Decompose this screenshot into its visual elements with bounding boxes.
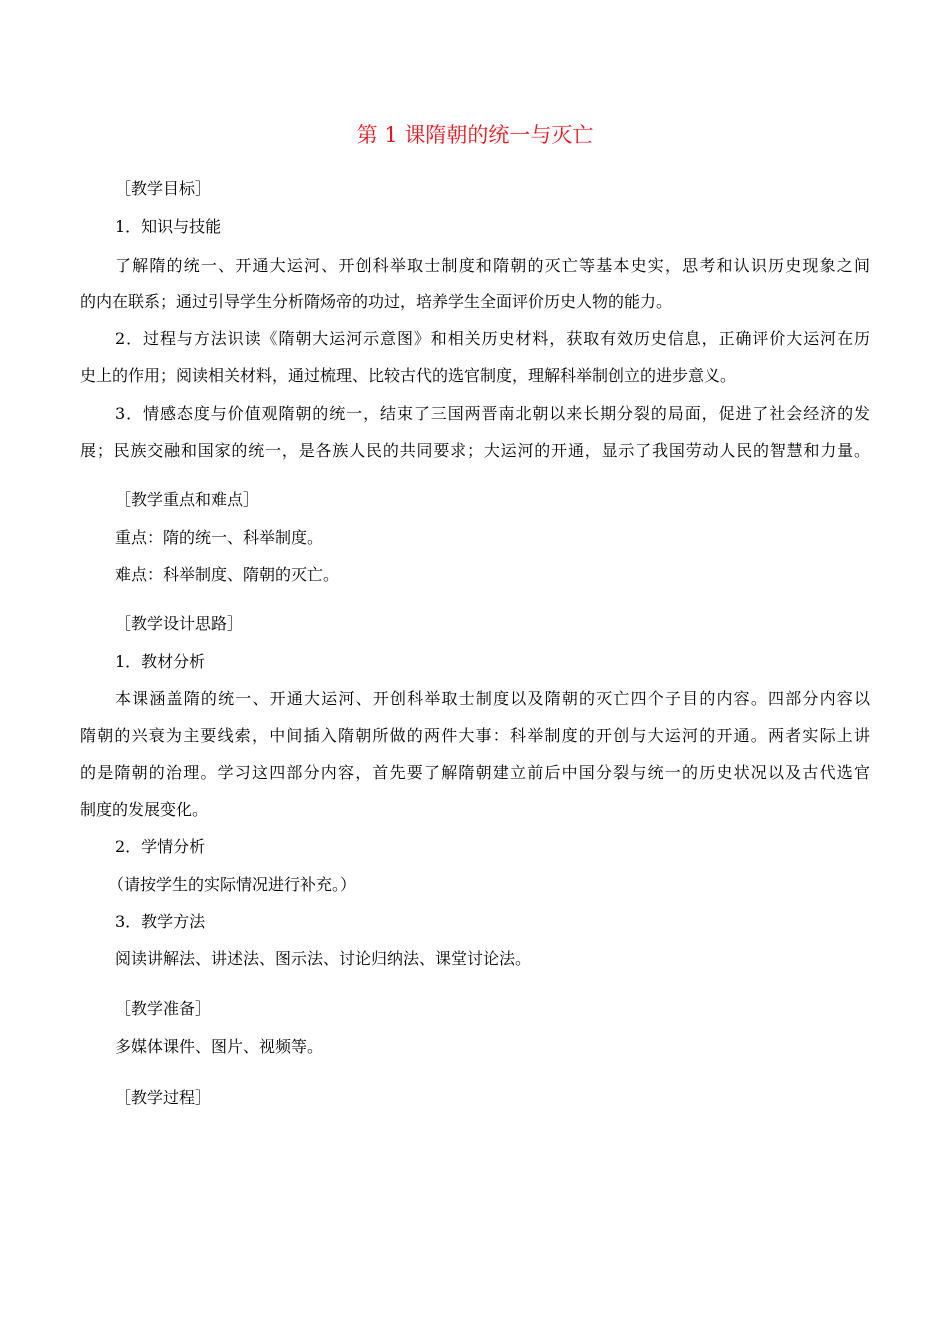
document-title: 第 1 课隋朝的统一与灭亡 xyxy=(356,123,594,147)
difficulty-line: 难点：科举制度、隋朝的灭亡。 xyxy=(115,565,340,584)
paragraph-line: 本课涵盖隋的统一、开通大运河、开创科举取士制度以及隋朝的灭亡四个子目的内容。四部分内容以 xyxy=(115,689,870,708)
key-point-line: 重点：隋的统一、科举制度。 xyxy=(115,528,324,547)
section-heading-objectives: ［教学目标］ xyxy=(115,179,212,198)
paragraph-line: 隋朝的兴衰为主要线索，中间插入隋朝所做的两件大事：科举制度的开创与大运河的开通。两者实际上讲 xyxy=(80,726,870,745)
subheading-textbook-analysis: 1．教材分析 xyxy=(115,652,206,671)
paragraph-line: 了解隋的统一、开通大运河、开创科举取士制度和隋朝的灭亡等基本史实，思考和认识历史现象之间 xyxy=(115,256,870,275)
subheading-teaching-methods: 3．教学方法 xyxy=(115,912,206,931)
paragraph-line: 展；民族交融和国家的统一，是各族人民的共同要求；大运河的开通，显示了我国劳动人民的智慧和力量。 xyxy=(80,441,870,460)
section-heading-design: ［教学设计思路］ xyxy=(115,614,244,633)
paragraph-line: 的内在联系；通过引导学生分析隋炀帝的功过，培养学生全面评价历史人物的能力。 xyxy=(80,292,673,311)
preparation-line: 多媒体课件、图片、视频等。 xyxy=(115,1037,324,1056)
methods-line: 阅读讲解法、讲述法、图示法、讨论归纳法、课堂讨论法。 xyxy=(115,949,532,968)
paragraph-line: 2．过程与方法识读《隋朝大运河示意图》和相关历史材料，获取有效历史信息，正确评价大运河在历 xyxy=(115,329,870,348)
note-line: （请按学生的实际情况进行补充。） xyxy=(108,875,357,894)
paragraph-line: 的是隋朝的治理。学习这四部分内容，首先要了解隋朝建立前后中国分裂与统一的历史状况以及古代选官 xyxy=(80,763,870,782)
paragraph-line: 制度的发展变化。 xyxy=(80,800,209,819)
section-heading-key-points: ［教学重点和难点］ xyxy=(115,490,260,509)
paragraph-line: 史上的作用；阅读相关材料，通过梳理、比较古代的选官制度，理解科举制创立的进步意义。 xyxy=(80,366,737,385)
section-heading-preparation: ［教学准备］ xyxy=(115,999,212,1018)
paragraph-line: 3．情感态度与价值观隋朝的统一，结束了三国两晋南北朝以来长期分裂的局面，促进了社会经济的发 xyxy=(115,404,870,423)
subheading-student-analysis: 2．学情分析 xyxy=(115,837,206,856)
section-heading-process: ［教学过程］ xyxy=(115,1088,212,1107)
subheading-knowledge-skills: 1．知识与技能 xyxy=(115,217,222,236)
